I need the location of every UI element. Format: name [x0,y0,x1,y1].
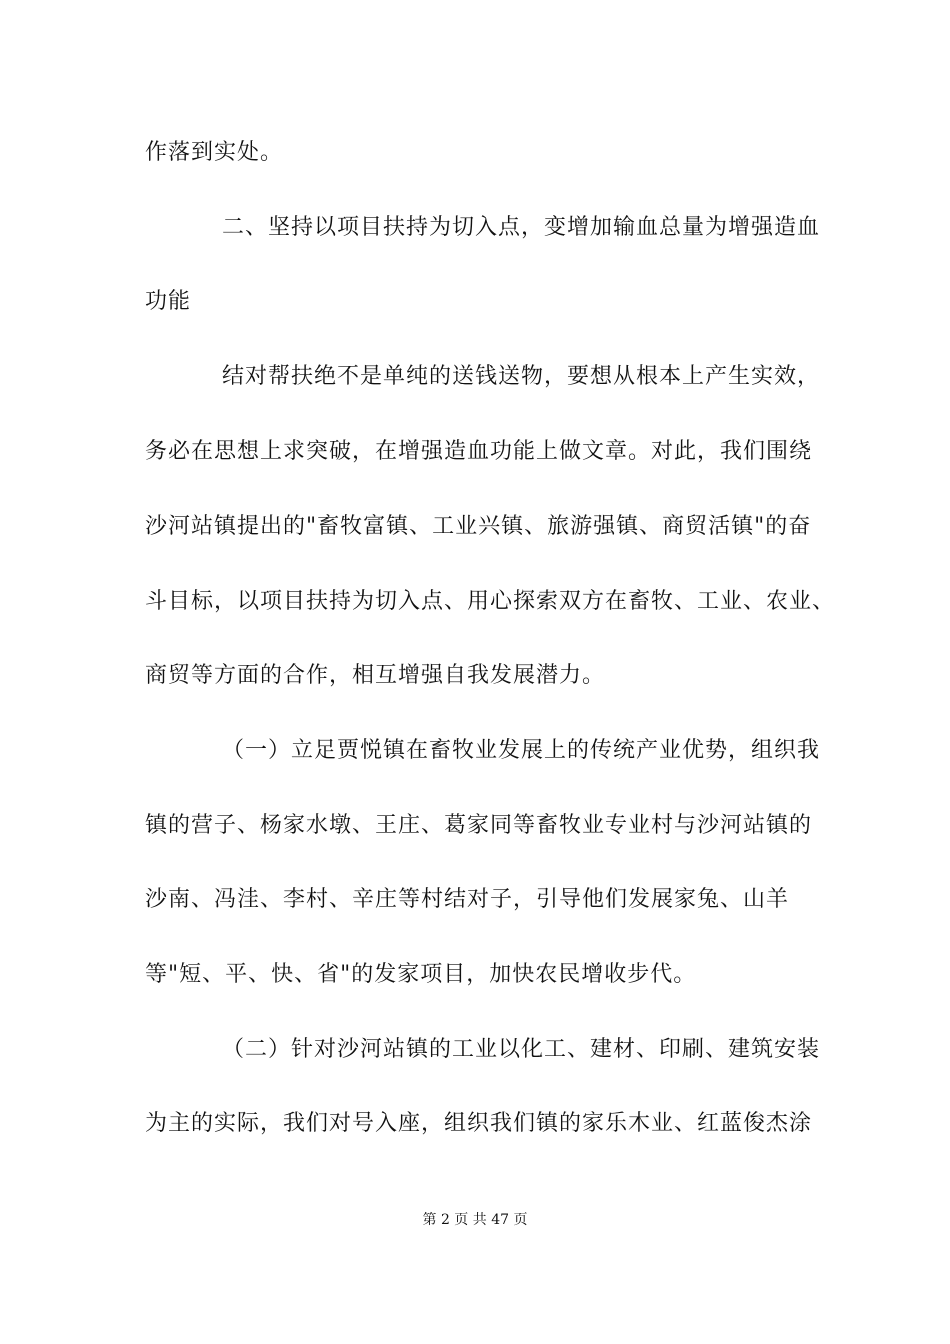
paragraph-line: 沙南、冯洼、李村、辛庄等村结对子，引导他们发展家兔、山羊 [145,887,790,912]
section-heading-continued: 功能 [145,289,192,314]
paragraph-line: 沙河站镇提出的"畜牧富镇、工业兴镇、旅游强镇、商贸活镇"的奋 [145,514,812,539]
paragraph-line: 商贸等方面的合作，相互增强自我发展潜力。 [145,663,606,688]
text-line: 作落到实处。 [145,140,284,165]
paragraph-line: 等"短、平、快、省"的发家项目，加快农民增收步代。 [145,962,697,987]
paragraph-line: （二）针对沙河站镇的工业以化工、建材、印刷、建筑安装 [222,1037,821,1062]
page-number-footer: 第 2 页 共 47 页 [422,1212,528,1228]
section-heading: 二、坚持以项目扶持为切入点，变增加输血总量为增强造血 [222,215,821,240]
paragraph-line: （一）立足贾悦镇在畜牧业发展上的传统产业优势，组织我 [222,738,821,763]
paragraph-line: 镇的营子、杨家水墩、王庄、葛家同等畜牧业专业村与沙河站镇的 [145,813,813,838]
paragraph-line: 结对帮扶绝不是单纯的送钱送物，要想从根本上产生实效， [222,364,821,389]
paragraph-line: 为主的实际，我们对号入座，组织我们镇的家乐木业、红蓝俊杰涂 [145,1111,813,1136]
paragraph-line: 务必在思想上求突破，在增强造血功能上做文章。对此，我们围绕 [145,439,813,464]
paragraph-line: 斗目标，以项目扶持为切入点、用心探索双方在畜牧、工业、农业、 [145,589,836,614]
